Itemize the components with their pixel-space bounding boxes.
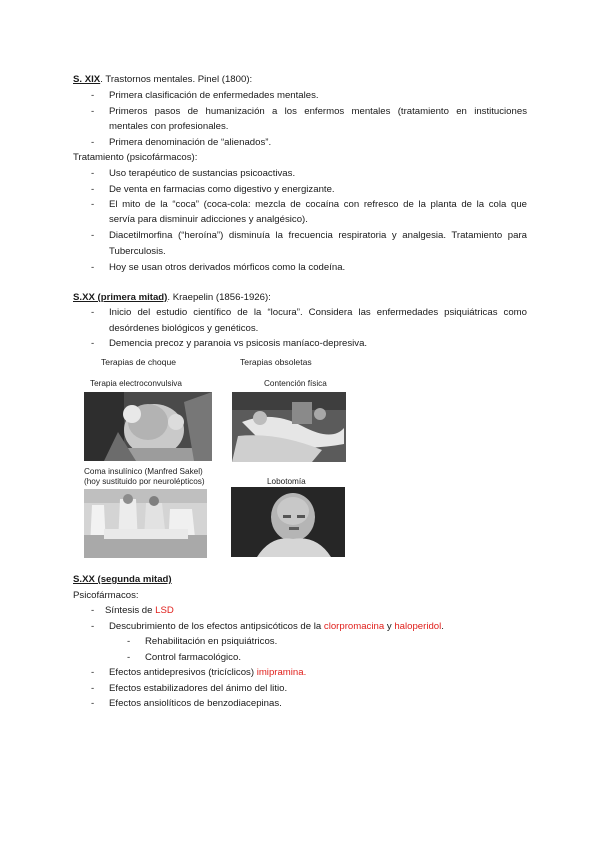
sub-bullet-dash: - [127, 636, 131, 647]
heading-text: S. XIX [73, 74, 101, 85]
list-item-continued: mentales con profesionales. [109, 121, 229, 132]
sub-list-item: Control farmacológico. [145, 652, 241, 663]
heading-text: S.XX (primera mitad) [73, 292, 168, 303]
list-item-antipsicoticos [109, 621, 444, 633]
caption-coma-insulinico: Coma insulínico (Manfred Sakel) [84, 467, 203, 476]
bullet-dash: - [91, 184, 95, 195]
clorpromacina-highlight: clorpromacina [323, 621, 385, 632]
lsd-prefix: Síntesis de [105, 605, 156, 616]
bullet-dash: - [91, 307, 95, 318]
bullet-dash: - [91, 698, 95, 709]
photo-electroconvulsive-image [84, 392, 212, 461]
list-item-continued: desórdenes biológicos y genéticos. [109, 323, 259, 334]
bullet-dash: - [91, 338, 95, 349]
sub-bullet-dash: - [127, 652, 131, 663]
antipsicoticos-prefix: Descubrimiento de los efectos antipsicóticos de la [109, 621, 324, 632]
heading-rest: . Trastornos mentales. Pinel (1800): [100, 74, 253, 85]
list-item: De venta en farmacias como digestivo y energizante. [109, 184, 335, 195]
list-item: Hoy se usan otros derivados mórficos como la codeína. [109, 262, 346, 273]
section-heading-xix [73, 74, 252, 86]
heading-rest: . Kraepelin (1856-1926): [167, 292, 271, 303]
photo-lobotomia-image [231, 487, 345, 557]
lsd-highlight: LSD [155, 605, 174, 616]
photo-contencion-image [232, 392, 346, 462]
figure-label-terapias-choque: Terapias de choque [101, 357, 177, 367]
bullet-dash: - [91, 90, 95, 101]
section-heading-xx-primera [73, 292, 271, 304]
list-item: Primera denominación de “alienados”. [109, 137, 272, 148]
period-red: . [303, 667, 307, 678]
bullet-dash: - [91, 168, 95, 179]
list-item: Diacetilmorfina (“heroína”) disminuía la frecuencia respiratoria y analgesia. Tratamiento para [109, 230, 527, 241]
list-item-antidepresivos [109, 667, 306, 679]
list-item: Primeros pasos de humanización a los enfermos mentales (tratamiento en instituciones [109, 106, 527, 117]
figure-label-terapias-obsoletas: Terapias obsoletas [240, 357, 312, 367]
psicofarmacos-title: Psicofármacos: [73, 590, 139, 601]
caption-lobotomia: Lobotomía [267, 477, 306, 486]
antidepresivos-prefix: Efectos antidepresivos (tricíclicos) [109, 667, 257, 678]
list-item: Inicio del estudio científico de la “locura”. Considera las enfermedades psiquiátricas como [109, 307, 527, 318]
bullet-dash: - [91, 667, 95, 678]
period: . [441, 621, 444, 632]
sub-list-item: Rehabilitación en psiquiátricos. [145, 636, 278, 647]
bullet-dash: - [91, 683, 95, 694]
bullet-dash: - [91, 199, 95, 210]
list-item: Uso terapéutico de sustancias psicoactivas. [109, 168, 296, 179]
bullet-dash: - [91, 621, 95, 632]
list-item: Efectos ansiolíticos de benzodiacepinas. [109, 698, 282, 709]
photo-coma-insulinico [84, 489, 207, 558]
caption-contencion: Contención física [264, 379, 327, 388]
list-item: Demencia precoz y paranoia vs psicosis maníaco-depresiva. [109, 338, 368, 349]
list-item-continued: servía para disminuir adicciones y analgésico). [109, 214, 308, 225]
imipramina-highlight: imipramina [256, 667, 304, 678]
bullet-dash: - [91, 106, 95, 117]
photo-coma-image [84, 489, 207, 558]
conjunction: y [384, 621, 395, 632]
heading-text: S.XX (segunda mitad) [73, 574, 172, 585]
caption-coma-sustituido: (hoy sustituido por neurolépticos) [84, 477, 205, 486]
haloperidol-highlight: haloperidol [394, 621, 442, 632]
photo-lobotomia [231, 487, 345, 557]
bullet-dash: - [91, 230, 95, 241]
list-item-lsd [105, 605, 174, 617]
bullet-dash: - [91, 605, 95, 616]
bullet-dash: - [91, 262, 95, 273]
caption-electroconvulsiva: Terapia electroconvulsiva [90, 379, 182, 388]
section-heading-xx-segunda [73, 574, 172, 586]
list-item: Primera clasificación de enfermedades mentales. [109, 90, 319, 101]
photo-electroconvulsive [84, 392, 212, 461]
list-item-continued: Tuberculosis. [109, 246, 166, 257]
list-item: El mito de la “coca” (coca-cola: mezcla de cocaína con refresco de la planta de la cola que [109, 199, 527, 210]
photo-contencion-fisica [232, 392, 346, 462]
treatment-title: Tratamiento (psicofármacos): [73, 152, 198, 163]
bullet-dash: - [91, 137, 95, 148]
list-item: Efectos estabilizadores del ánimo del litio. [109, 683, 288, 694]
